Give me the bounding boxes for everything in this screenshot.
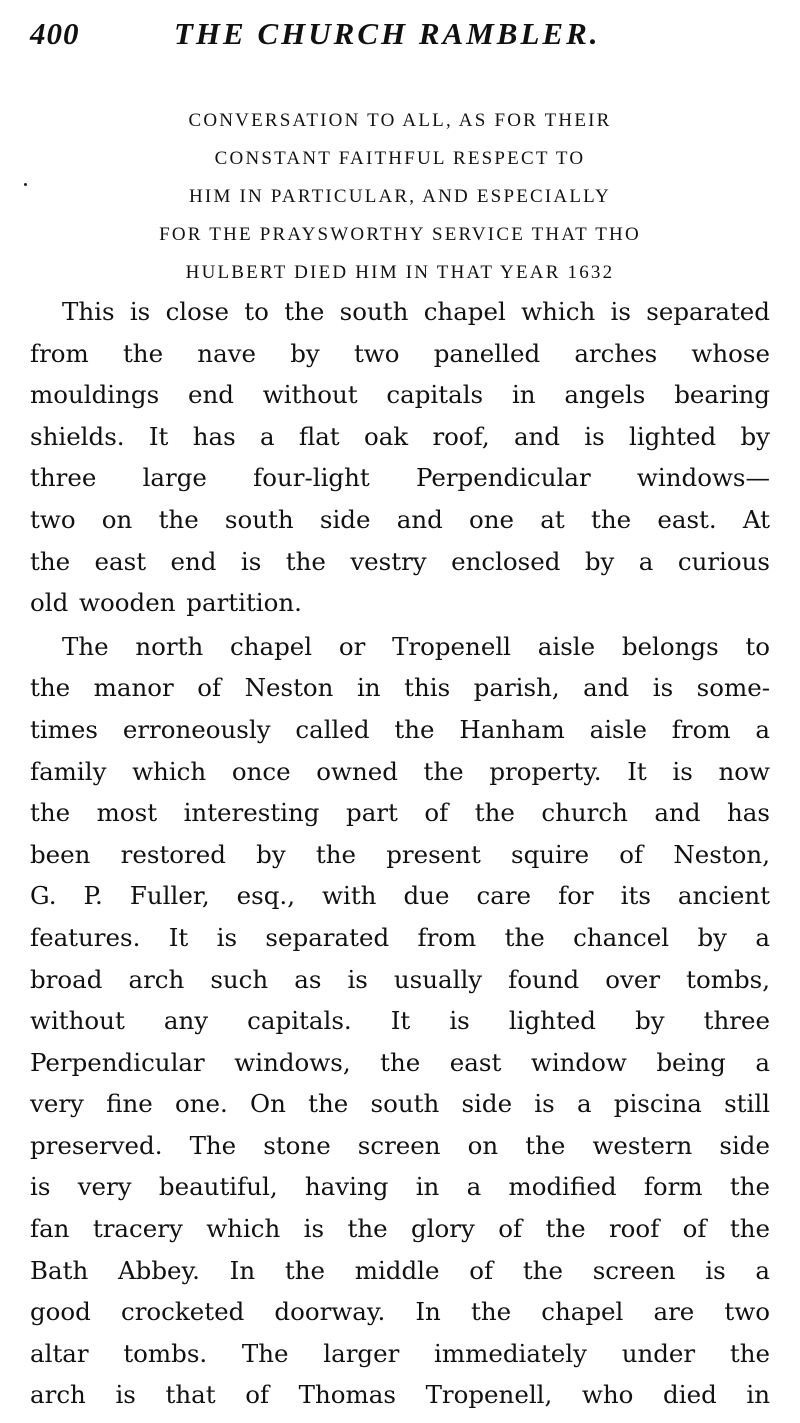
text-line: fan tracery which is the glory of the roof of the: [30, 1214, 770, 1244]
text-line: family which once owned the property. It is now: [30, 756, 770, 786]
text-line: mouldings end without capitals in angels bearing: [30, 380, 770, 410]
text-line: the east end is the vestry enclosed by a curious: [30, 546, 770, 576]
text-line: times erroneously called the Hanham aisle from a: [30, 714, 770, 744]
text-line: features. It is separated from the chancel by a: [30, 922, 770, 952]
text-line: the most interesting part of the church and has: [30, 798, 770, 828]
text-line: Perpendicular windows, the east window being a: [30, 1047, 770, 1077]
text-line: is very beautiful, having in a modified form the: [30, 1172, 770, 1202]
page-number: 400: [30, 16, 80, 51]
paragraph-north-chapel: [30, 626, 770, 1416]
text-line: altar tombs. The larger immediately under the: [30, 1338, 770, 1368]
inscription-line: FOR THE PRAYSWORTHY SERVICE THAT THO: [159, 224, 641, 245]
text-line: arch is that of Thomas Tropenell, who died in: [30, 1380, 770, 1410]
text-line: three large four-light Perpendicular windows—: [30, 463, 770, 493]
text-line: This is close to the south chapel which is separated: [62, 297, 770, 326]
text-line: good crocketed doorway. In the chapel are two: [30, 1297, 770, 1327]
paragraph-south-chapel: [30, 291, 770, 624]
inscription-quote: [30, 102, 770, 292]
inscription-line: CONSTANT FAITHFUL RESPECT TO: [214, 148, 586, 169]
text-line: old wooden partition.: [30, 588, 302, 618]
text-line: two on the south side and one at the east. At: [30, 504, 770, 534]
text-line: The north chapel or Tropenell aisle belongs to: [62, 631, 770, 661]
text-line: broad arch such as is usually found over tombs,: [30, 964, 770, 994]
text-line: shields. It has a flat oak roof, and is lighted by: [30, 421, 770, 451]
inscription-line: HIM IN PARTICULAR, AND ESPECIALLY: [189, 186, 611, 207]
running-title: THE CHURCH RAMBLER.: [174, 16, 601, 51]
text-line: been restored by the present squire of Neston,: [30, 839, 770, 869]
text-line: from the nave by two panelled arches whose: [30, 338, 770, 368]
text-line: without any capitals. It is lighted by three: [30, 1006, 770, 1036]
body-text: [30, 291, 770, 1416]
inscription-line: CONVERSATION TO ALL, AS FOR THEIR: [188, 110, 612, 131]
text-line: very fine one. On the south side is a piscina still: [30, 1089, 770, 1119]
text-line: preserved. The stone screen on the western side: [30, 1130, 770, 1160]
text-line: the manor of Neston in this parish, and is some-: [30, 673, 770, 703]
print-speck: [24, 183, 27, 186]
page-header: [30, 16, 770, 60]
inscription-line: HULBERT DIED HIM IN THAT YEAR 1632: [185, 262, 615, 283]
text-line: Bath Abbey. In the middle of the screen is a: [30, 1255, 770, 1285]
text-line: G. P. Fuller, esq., with due care for its ancient: [30, 881, 770, 911]
